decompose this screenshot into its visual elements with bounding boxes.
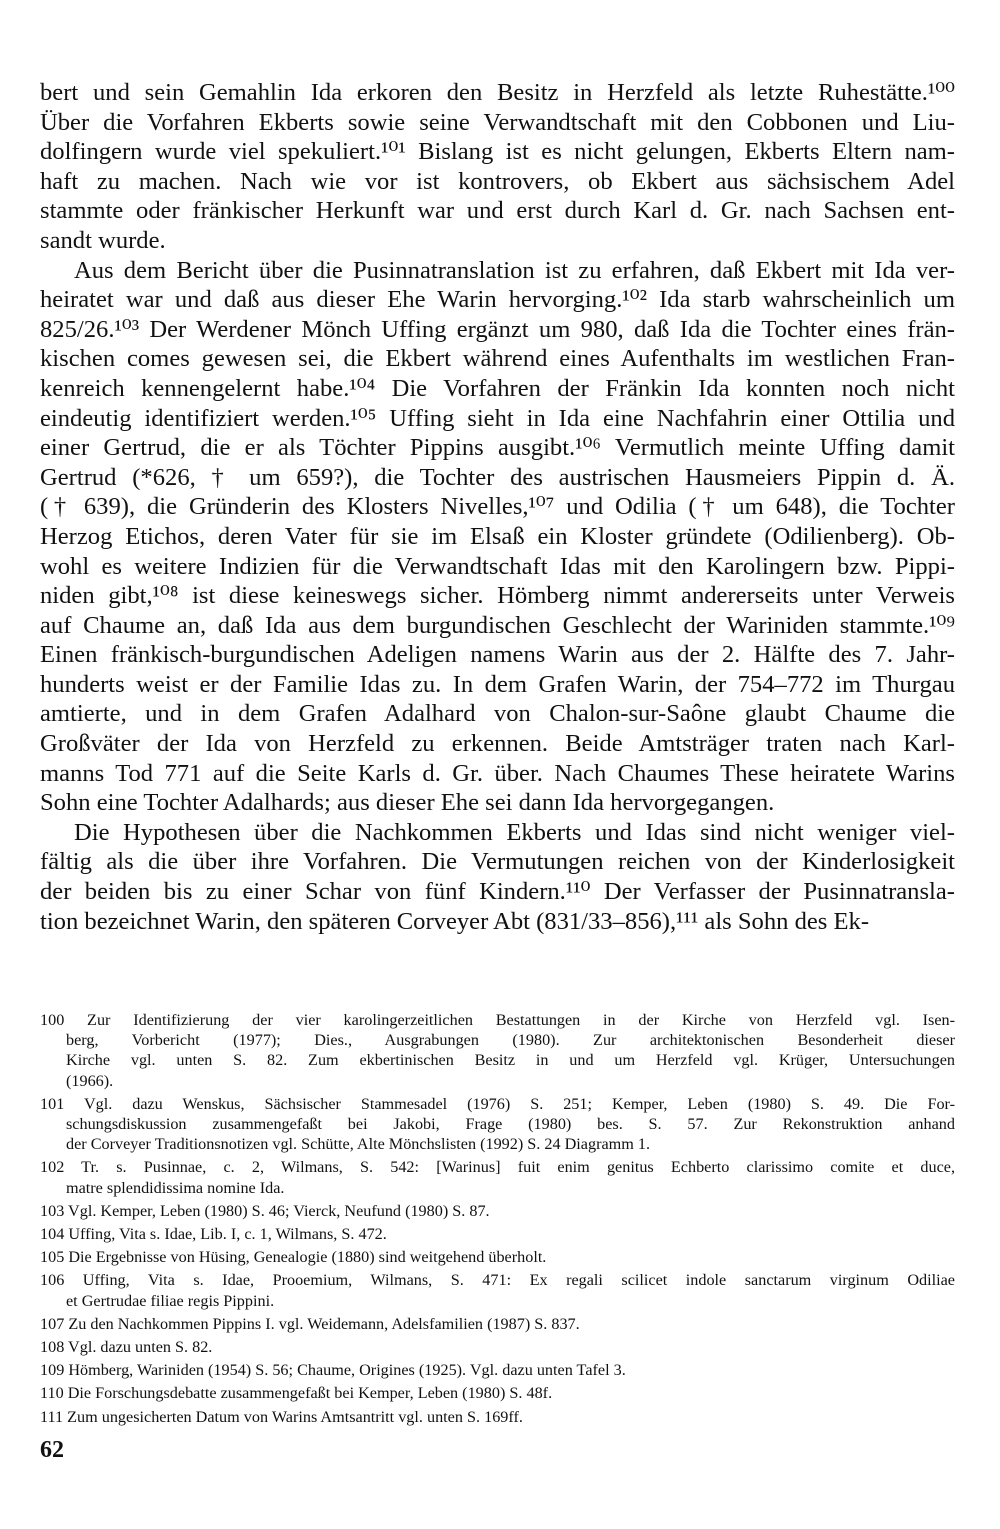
text-line: kischen comes gewesen sei, die Ekbert während eines Aufenthalts im westlichen Fran- bbox=[40, 345, 955, 373]
footnote-line: 105 Die Ergebnisse von Hüsing, Genealogie (1880) sind weitgehend überholt. bbox=[40, 1248, 547, 1267]
text-line: der beiden bis zu einer Schar von fünf Kindern.¹¹⁰ Der Verfasser der Pusinnatransla- bbox=[40, 878, 955, 906]
paragraph bbox=[40, 256, 955, 818]
text-line: Gertrud (*626, † um 659?), die Tochter des austrischen Hausmeiers Pippin d. Ä. bbox=[40, 463, 955, 491]
text-line: dolfingern wurde viel spekuliert.¹⁰¹ Bislang ist es nicht gelungen, Ekberts Eltern nam- bbox=[40, 138, 955, 166]
text-line: kenreich kennengelernt habe.¹⁰⁴ Die Vorfahren der Fränkin Ida konnten noch nicht bbox=[40, 374, 955, 402]
footnote bbox=[40, 1157, 955, 1197]
footnote bbox=[40, 1201, 955, 1221]
footnote-line: 103 Vgl. Kemper, Leben (1980) S. 46; Vierck, Neufund (1980) S. 87. bbox=[40, 1201, 490, 1220]
text-line: Einen fränkisch-burgundischen Adeligen namens Warin aus der 2. Hälfte des 7. Jahr- bbox=[40, 641, 955, 669]
text-line: Herzog Etichos, deren Vater für sie im Elsaß ein Kloster gründete (Odilienberg). Ob- bbox=[40, 522, 955, 550]
footnote-line: 111 Zum ungesicherten Datum von Warins Amtsantritt vgl. unten S. 169ff. bbox=[40, 1407, 523, 1426]
text-line: haft zu machen. Nach wie vor ist kontrovers, ob Ekbert aus sächsischem Adel bbox=[40, 167, 955, 195]
footnote bbox=[40, 1224, 955, 1244]
text-line: einer Gertrud, die er als Töchter Pippins ausgibt.¹⁰⁶ Vermutlich meinte Uffing damit bbox=[40, 434, 955, 462]
footnote-line: 102 Tr. s. Pusinnae, c. 2, Wilmans, S. 542: [Warinus] fuit enim genitus Echberto clarissimo comite et duce, bbox=[40, 1158, 955, 1177]
footnote bbox=[40, 1314, 955, 1334]
footnote-line: 104 Uffing, Vita s. Idae, Lib. I, c. 1, Wilmans, S. 472. bbox=[40, 1225, 387, 1244]
main-text bbox=[40, 78, 955, 936]
footnote bbox=[40, 1407, 955, 1427]
text-line: stammte oder fränkischer Herkunft war und erst durch Karl d. Gr. nach Sachsen ent- bbox=[40, 197, 955, 225]
text-line: sandt wurde. bbox=[40, 226, 166, 254]
footnote-line: 108 Vgl. dazu unten S. 82. bbox=[40, 1338, 213, 1357]
text-line: bert und sein Gemahlin Ida erkoren den Besitz in Herzfeld als letzte Ruhestätte.¹⁰⁰ bbox=[40, 79, 955, 106]
footnote-line: 109 Hömberg, Wariniden (1954) S. 56; Chaume, Origines (1925). Vgl. dazu unten Tafel 3. bbox=[40, 1361, 626, 1380]
text-line: tion bezeichnet Warin, den späteren Corveyer Abt (831/33–856),¹¹¹ als Sohn des Ek- bbox=[40, 907, 870, 935]
footnote-line: matre splendidissima nomine Ida. bbox=[66, 1178, 285, 1197]
text-line: niden gibt,¹⁰⁸ ist diese keineswegs sicher. Hömberg nimmt andererseits unter Verweis bbox=[40, 582, 955, 610]
text-line: hunderts weist er der Familie Idas zu. In dem Grafen Warin, der 754–772 im Thurgau bbox=[40, 670, 955, 698]
text-line: 825/26.¹⁰³ Der Werdener Mönch Uffing ergänzt um 980, daß Ida die Tochter eines frän- bbox=[40, 315, 955, 343]
text-line: Sohn eine Tochter Adalhards; aus dieser Ehe sei dann Ida hervorgegangen. bbox=[40, 789, 775, 817]
footnote-line: der Corveyer Traditionsnotizen vgl. Schütte, Alte Mönchslisten (1992) S. 24 Diagramm 1. bbox=[66, 1135, 651, 1154]
footnote-line: 107 Zu den Nachkommen Pippins I. vgl. Weidemann, Adelsfamilien (1987) S. 837. bbox=[40, 1314, 580, 1333]
footnote bbox=[40, 1337, 955, 1357]
footnote-line: schungsdiskussion zusammengefaßt bei Jakobi, Frage (1980) bes. S. 57. Zur Rekonstruktion anhand bbox=[66, 1115, 955, 1134]
footnote-line: berg, Vorbericht (1977); Dies., Ausgrabungen (1980). Zur architektonischen Besonderheit dieser bbox=[66, 1031, 955, 1050]
text-line: manns Tod 771 auf die Seite Karls d. Gr. über. Nach Chaumes These heiratete Warins bbox=[40, 759, 955, 787]
paragraph bbox=[40, 818, 955, 936]
footnote-line: 110 Die Forschungsdebatte zusammengefaßt bei Kemper, Leben (1980) S. 48f. bbox=[40, 1384, 553, 1403]
footnote bbox=[40, 1270, 955, 1310]
text-line: wohl es weitere Indizien für die Verwandtschaft Idas mit den Karolingern bzw. Pippi- bbox=[40, 552, 955, 580]
text-line: eindeutig identifiziert werden.¹⁰⁵ Uffing sieht in Ida eine Nachfahrin einer Ottilia und bbox=[40, 404, 955, 432]
footnote bbox=[40, 1010, 955, 1091]
text-line: Aus dem Bericht über die Pusinnatranslation ist zu erfahren, daß Ekbert mit Ida ver- bbox=[74, 256, 955, 284]
text-line: fältig als die über ihre Vorfahren. Die Vermutungen reichen von der Kinderlosigkeit bbox=[40, 848, 955, 876]
page-number: 62 bbox=[40, 1437, 64, 1463]
footnote bbox=[40, 1247, 955, 1267]
footnote-line: Kirche vgl. unten S. 82. Zum ekbertinischen Besitz in und um Herzfeld vgl. Krüger, Untersuchungen bbox=[66, 1051, 955, 1070]
footnote bbox=[40, 1094, 955, 1155]
footnotes bbox=[40, 1010, 955, 1430]
footnote-line: 100 Zur Identifizierung der vier karolingerzeitlichen Bestattungen in der Kirche von Herzfeld vgl. Isen- bbox=[40, 1011, 955, 1029]
footnote-line: 106 Uffing, Vita s. Idae, Prooemium, Wilmans, S. 471: Ex regali scilicet indole sanctarum virginum Odiliae bbox=[40, 1271, 955, 1290]
text-line: Über die Vorfahren Ekberts sowie seine Verwandtschaft mit den Cobbonen und Liu- bbox=[40, 108, 955, 136]
text-line: Die Hypothesen über die Nachkommen Ekberts und Idas sind nicht weniger viel- bbox=[74, 818, 955, 846]
footnote-line: et Gertrudae filiae regis Pippini. bbox=[66, 1291, 275, 1310]
paragraph bbox=[40, 78, 955, 256]
text-line: heiratet war und daß aus dieser Ehe Warin hervorging.¹⁰² Ida starb wahrscheinlich um bbox=[40, 286, 955, 314]
text-line: amtierte, und in dem Grafen Adalhard von Chalon-sur-Saône glaubt Chaume die bbox=[40, 700, 955, 728]
text-line: († 639), die Gründerin des Klosters Nivelles,¹⁰⁷ und Odilia († um 648), die Tochter bbox=[40, 493, 955, 521]
text-line: Großväter der Ida von Herzfeld zu erkennen. Beide Amtsträger traten nach Karl- bbox=[40, 730, 955, 758]
footnote bbox=[40, 1383, 955, 1403]
footnote-line: 101 Vgl. dazu Wenskus, Sächsischer Stammesadel (1976) S. 251; Kemper, Leben (1980) S. 49. Die For- bbox=[40, 1094, 955, 1113]
footnote bbox=[40, 1360, 955, 1380]
footnote-line: (1966). bbox=[66, 1071, 114, 1090]
text-line: auf Chaume an, daß Ida aus dem burgundischen Geschlecht der Wariniden stammte.¹⁰⁹ bbox=[40, 611, 955, 639]
